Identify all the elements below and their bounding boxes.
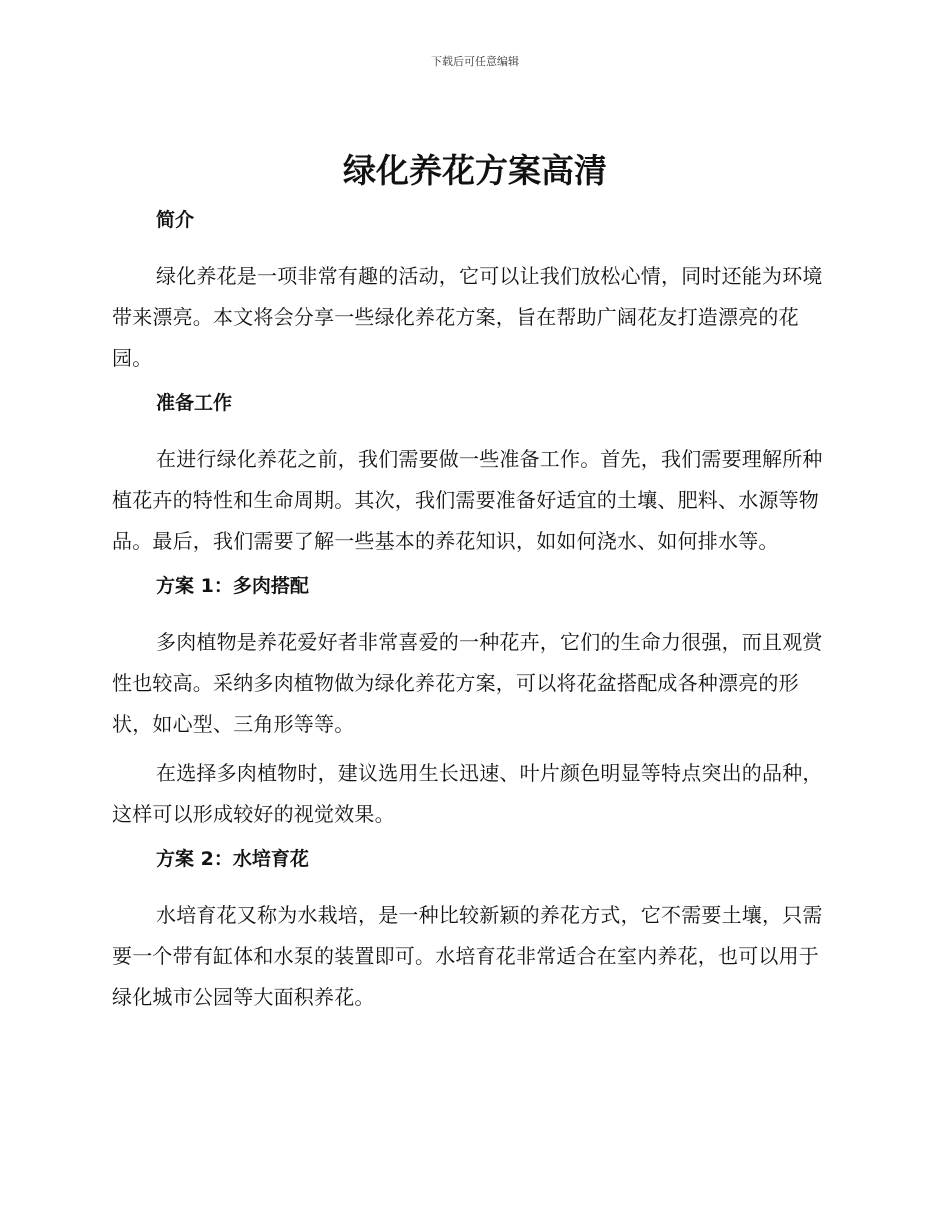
paragraph-plan-2: 水培育花又称为水栽培，是一种比较新颖的养花方式，它不需要土壤，只需要一个带有缸体和水泵的装置即可。水培育花非常适合在室内养花，也可以用于绿化城市公园等大面积养花。 — [112, 903, 823, 1009]
section-heading-plan-1: 方案 1：多肉搭配 — [156, 575, 309, 597]
paragraph-preparation: 在进行绿化养花之前，我们需要做一些准备工作。首先，我们需要理解所种植花卉的特性和生命周期。其次，我们需要准备好适宜的土壤、肥料、水源等物品。最后，我们需要了解一些基本的养花知识，如如何浇水、如何排水等。 — [112, 447, 823, 553]
section-heading-preparation: 准备工作 — [156, 392, 233, 414]
paragraph-intro: 绿化养花是一项非常有趣的活动，它可以让我们放松心情，同时还能为环境带来漂亮。本文将会分享一些绿化养花方案，旨在帮助广阔花友打造漂亮的花园。 — [112, 264, 823, 370]
document-title: 绿化养花方案高清 — [343, 151, 607, 190]
section-heading-intro: 简介 — [156, 209, 195, 231]
paragraph-plan-1-b: 在选择多肉植物时，建议选用生长迅速、叶片颜色明显等特点突出的品种，这样可以形成较好的视觉效果。 — [112, 761, 823, 826]
page-header: 下载后可任意编辑 — [431, 55, 519, 68]
document-body — [112, 204, 830, 1018]
section-heading-plan-2: 方案 2：水培育花 — [156, 848, 309, 870]
paragraph-plan-1-a: 多肉植物是养花爱好者非常喜爱的一种花卉，它们的生命力很强，而且观赏性也较高。采纳多肉植物做为绿化养花方案，可以将花盆搭配成各种漂亮的形状，如心型、三角形等等。 — [112, 630, 823, 736]
